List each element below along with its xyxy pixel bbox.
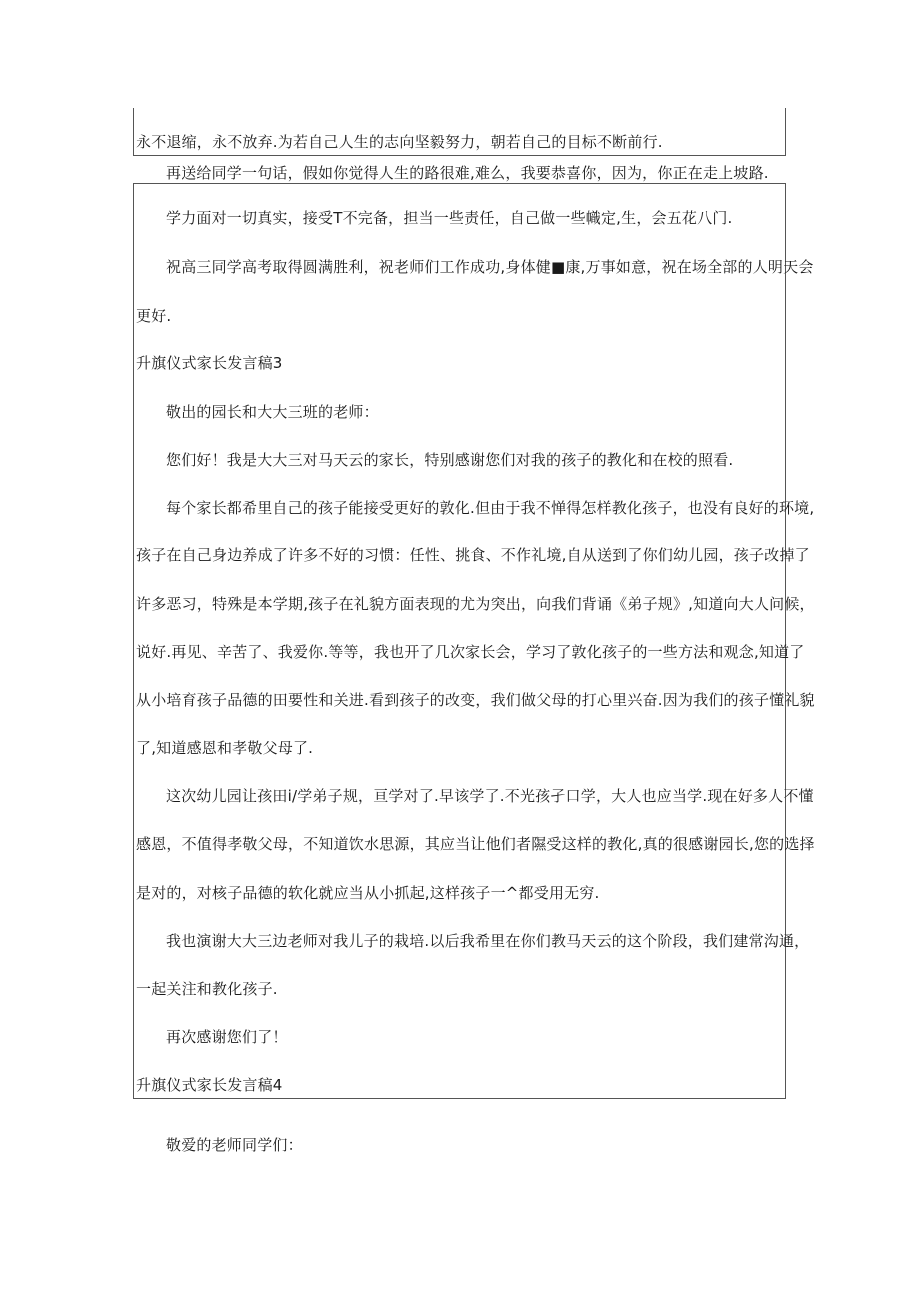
section-heading: 升旗仪式家长发言稿3 <box>136 354 283 372</box>
text-line: 再次感谢您们了！ <box>166 1028 288 1046</box>
text-line: 这次幼儿园让孩田i/学弟子规，亘学对了.早该学了.不光孩孑口学，大人也应当学.现在好多人不懂 <box>166 787 814 805</box>
salutation: 敬爱的老师同学们： <box>166 1136 303 1154</box>
text-line: 感恩，不值得孝敬父母，不知道饮水思源，其应当让他们者隰受这样的教化,真的很感谢园长,您的选择 <box>136 835 815 853</box>
text-line: 从小培育孩子品德的田要性和关进.看到孩子的改变，我们做父母的打心里兴奋.因为我们的孩子懂礼貌 <box>136 691 815 709</box>
text-line: 一起关注和教化孩子. <box>136 980 278 998</box>
text-line: 祝高三同学高考取得圆满胜利，祝老师们工作成功,身体健■康,万事如意，祝在场全部的人明天会 <box>166 258 814 276</box>
text-line: 了,知道感恩和孝敬父母了. <box>136 739 314 757</box>
text-line: 是对的，对核子品德的软化就应当从小抓起,这样孩子一^都受用无穷. <box>136 884 600 902</box>
text-line: 学力面对一切真实，接受T不完备，担当一些责任，自己做一些幟定,生，会五花八门. <box>166 209 733 227</box>
text-line: 您们好！我是大大三对马天云的家长，特别感谢您们对我的孩子的教化和在校的照看. <box>166 451 734 469</box>
text-line: 永不退缩，永不放弃.为若自己人生的志向坚毅努力，朝若自己的目标不断前行. <box>136 133 663 151</box>
text-line: 更好. <box>136 307 172 325</box>
text-line: 我也演谢大大三边老师对我儿子的栽培.以后我希里在你们教马天云的这个阶段，我们建常沟通， <box>166 932 810 950</box>
text-line: 再送给同学一句话，假如你觉得人生的路很难,难么，我要恭喜你，因为，你正在走上坡路. <box>166 164 769 182</box>
text-line: 许多恶习，特殊是本学期,孩子在礼貌方面表现的尤为突出，向我们背诵《弟子规》,知道向大人问候， <box>136 595 815 613</box>
section-heading: 升旗仪式家长发言稿4 <box>136 1076 283 1094</box>
salutation: 敬出的园长和大大三班的老师： <box>166 403 379 421</box>
text-line: 每个家长都希里自己的孩子能接受更好的敦化.但由于我不惮得怎样教化孩子，也没有良好的环境, <box>166 499 815 517</box>
text-line: 孩子在自己身边养成了许多不好的习惯：任性、挑食、不作礼境,自从送到了你们幼儿园，孩子改掉了 <box>136 546 810 564</box>
text-line: 说好.再见、辛苦了、我爱你.等等，我也开了几次家长会，学习了敦化孩子的一些方法和观念,知道了 <box>136 643 805 661</box>
table-cell-border-main <box>133 183 786 1099</box>
